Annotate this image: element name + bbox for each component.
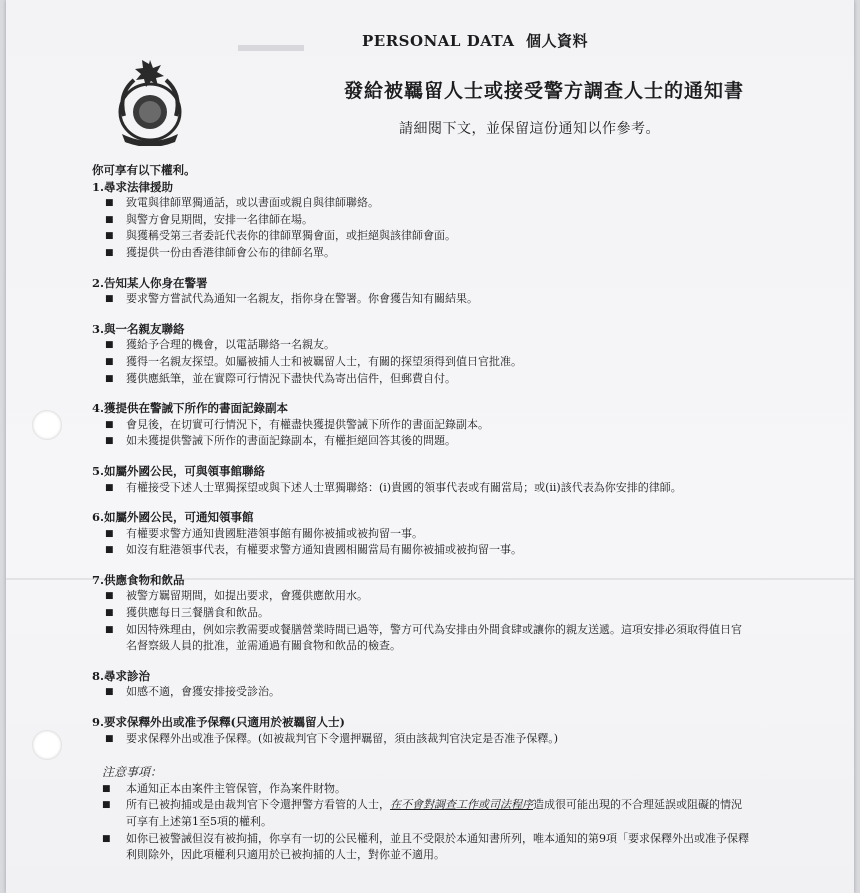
- note-text: 造成很可能出現的不合理延誤或阻礙的情況: [533, 798, 742, 812]
- section-2: [92, 275, 852, 308]
- list-item: [92, 195, 852, 212]
- bullet-icon: ■: [105, 436, 114, 447]
- item-text: 要求保釋外出或准予保釋。(如被裁判官下令還押羈留，須由該裁判官決定是否准予保釋。): [126, 731, 559, 745]
- list-item: [92, 291, 852, 308]
- bullet-icon: ■: [105, 231, 114, 242]
- bullet-icon: ■: [105, 198, 114, 209]
- document-title: 發給被羈留人士或接受警方調查人士的通知書: [344, 80, 745, 102]
- section-3: [92, 321, 852, 387]
- section-heading: 2.告知某人你身在警署: [92, 275, 208, 290]
- document-subtitle: 請細閱下文，並保留這份通知以作參考。: [399, 121, 660, 137]
- item-text: 致電與律師單獨通話，或以書面或親自與律師聯絡。: [126, 196, 379, 210]
- list-item-continuation: [92, 638, 852, 655]
- bullet-icon: ■: [105, 247, 114, 258]
- item-text: 有權要求警方通知貴國駐港領事館有關你被捕或被拘留一事。: [126, 526, 423, 540]
- list-item: [92, 433, 852, 450]
- punch-hole: [32, 730, 62, 760]
- document-sheet: [6, 0, 854, 893]
- rights-intro: 你可享有以下權利。: [92, 163, 196, 177]
- list-item: [92, 228, 852, 245]
- section-heading: 8.尋求診治: [92, 668, 151, 683]
- section-8: [92, 668, 852, 701]
- section-heading: 3.與一名親友聯絡: [92, 321, 185, 336]
- list-item: [92, 417, 852, 434]
- section-heading: 5.如屬外國公民，可與領事館聯絡: [92, 463, 266, 478]
- bullet-icon: ■: [105, 624, 114, 635]
- note-text: 可享有上述第1至5項的權利。: [126, 815, 272, 828]
- item-text: 獲得一名親友探望。如屬被捕人士和被羈留人士，有關的探望須得到值日官批准。: [126, 354, 522, 368]
- bullet-icon: ■: [105, 419, 114, 430]
- section-6: [92, 509, 852, 559]
- item-text: 有權接受下述人士單獨探望或與下述人士單獨聯絡：(i)貴國的領事代表或有關當局；或(ii)該代表為你安排的律師。: [126, 480, 682, 494]
- section-4: [92, 400, 852, 450]
- bullet-icon: ■: [105, 608, 114, 619]
- list-item: [92, 588, 852, 605]
- bullet-icon: ■: [102, 800, 111, 811]
- bullet-icon: ■: [105, 340, 114, 351]
- section-heading: 1.尋求法律援助: [92, 179, 174, 194]
- list-item: [92, 371, 852, 388]
- item-text: 如未獲提供警誡下所作的書面記錄副本，有權拒絕回答其後的問題。: [126, 434, 456, 448]
- bullet-icon: ■: [105, 687, 114, 698]
- bullet-icon: ■: [105, 591, 114, 602]
- spacer: [92, 747, 852, 760]
- spacer: [92, 655, 852, 668]
- section-5: [92, 463, 852, 496]
- note-item: [92, 797, 852, 814]
- punch-hole: [32, 410, 62, 440]
- list-item: [92, 605, 852, 622]
- item-text: 被警方羈留期間，如提出要求，會獲供應飲用水。: [126, 589, 368, 603]
- spacer: [92, 387, 852, 400]
- notes-heading: 注意事項：: [102, 765, 163, 780]
- section-7: [92, 572, 852, 655]
- bullet-icon: ■: [105, 294, 114, 305]
- list-item: [92, 526, 852, 543]
- note-text: 利則除外，因此項權利只適用於已被拘捕的人士，對你並不適用。: [126, 848, 445, 862]
- bullet-icon: ■: [105, 356, 114, 367]
- section-heading: 6.如屬外國公民，可通知領事館: [92, 510, 254, 525]
- spacer: [92, 701, 852, 714]
- bullet-icon: ■: [105, 482, 114, 493]
- item-text: 如沒有駐港領事代表，有權要求警方通知貴國相關當局有關你被捕或被拘留一事。: [126, 543, 522, 557]
- personal-data-zh: 個人資料: [525, 32, 588, 50]
- item-text: 如感不適，會獲安排接受診治。: [126, 685, 280, 699]
- section-1: [92, 179, 852, 262]
- spacer: [92, 496, 852, 509]
- list-item: [92, 212, 852, 229]
- item-text: 與警方會見期間，安排一名律師在場。: [126, 212, 313, 226]
- section-heading: 4.獲提供在警誡下所作的書面記錄副本: [92, 401, 289, 416]
- spacer: [92, 450, 852, 463]
- note-text-underlined: 在不會對調查工作或司法程序: [390, 798, 533, 812]
- spacer: [92, 559, 852, 572]
- item-text: 獲提供一份由香港律師會公布的律師名單。: [126, 245, 335, 259]
- bullet-icon: ■: [102, 783, 111, 794]
- item-text: 如因特殊理由，例如宗教需要或餐膳營業時間已過等，警方可代為安排由外間食肆或讓你的親友送遞。這項安排必須取得值日官: [126, 622, 742, 636]
- item-text: 獲給予合理的機會，以電話聯絡一名親友。: [126, 338, 335, 352]
- bullet-icon: ■: [105, 545, 114, 556]
- note-item-continuation: [92, 847, 852, 864]
- spacer: [92, 308, 852, 321]
- section-heading: 9.要求保釋外出或准予保釋(只適用於被羈留人士): [92, 715, 345, 730]
- list-item: [92, 354, 852, 371]
- list-item: [92, 337, 852, 354]
- note-text: 本通知正本由案件主管保管，作為案件財物。: [126, 781, 346, 795]
- list-item: [92, 542, 852, 559]
- note-item-continuation: [92, 814, 852, 831]
- note-item: [92, 831, 852, 848]
- redaction-mark: [238, 45, 304, 51]
- spacer: [92, 262, 852, 275]
- note-text: 如你已被警誡但沒有被拘捕，你享有一切的公民權利，並且不受限於本通知書所列，唯本通知的第9項「要求保釋外出或准予保釋: [126, 831, 749, 845]
- item-text: 名督察級人員的批准，並需通過有關食物和飲品的檢查。: [126, 639, 401, 653]
- bullet-icon: ■: [105, 373, 114, 384]
- item-text: 與獲稱受第三者委託代表你的律師單獨會面，或拒絕與該律師會面。: [126, 229, 456, 243]
- note-item: [92, 781, 852, 798]
- personal-data-label: [362, 30, 588, 51]
- bullet-icon: ■: [105, 528, 114, 539]
- list-item: [92, 684, 852, 701]
- item-text: 要求警方嘗試代為通知一名親友，指你身在警署。你會獲告知有關結果。: [126, 292, 478, 306]
- rights-content: [92, 162, 852, 864]
- item-text: 獲供應每日三餐膳食和飲品。: [126, 606, 269, 620]
- item-text: 會見後，在切實可行情況下，有權盡快獲提供警誡下所作的書面記錄副本。: [126, 417, 489, 431]
- item-text: 獲供應紙筆，並在實際可行情況下盡快代為寄出信件，但郵費自付。: [126, 371, 456, 385]
- note-text: 所有已被拘捕或是由裁判官下令還押警方看管的人士，: [126, 798, 390, 812]
- list-item: [92, 622, 852, 639]
- police-emblem-icon: [110, 56, 190, 146]
- notes-section: [92, 764, 852, 864]
- list-item: [92, 480, 852, 497]
- section-heading: 7.供應食物和飲品: [92, 572, 185, 587]
- bullet-icon: ■: [105, 214, 114, 225]
- list-item: [92, 731, 852, 748]
- list-item: [92, 245, 852, 262]
- bullet-icon: ■: [102, 833, 111, 844]
- personal-data-en: PERSONAL DATA: [362, 32, 515, 50]
- bullet-icon: ■: [105, 733, 114, 744]
- section-9: [92, 714, 852, 747]
